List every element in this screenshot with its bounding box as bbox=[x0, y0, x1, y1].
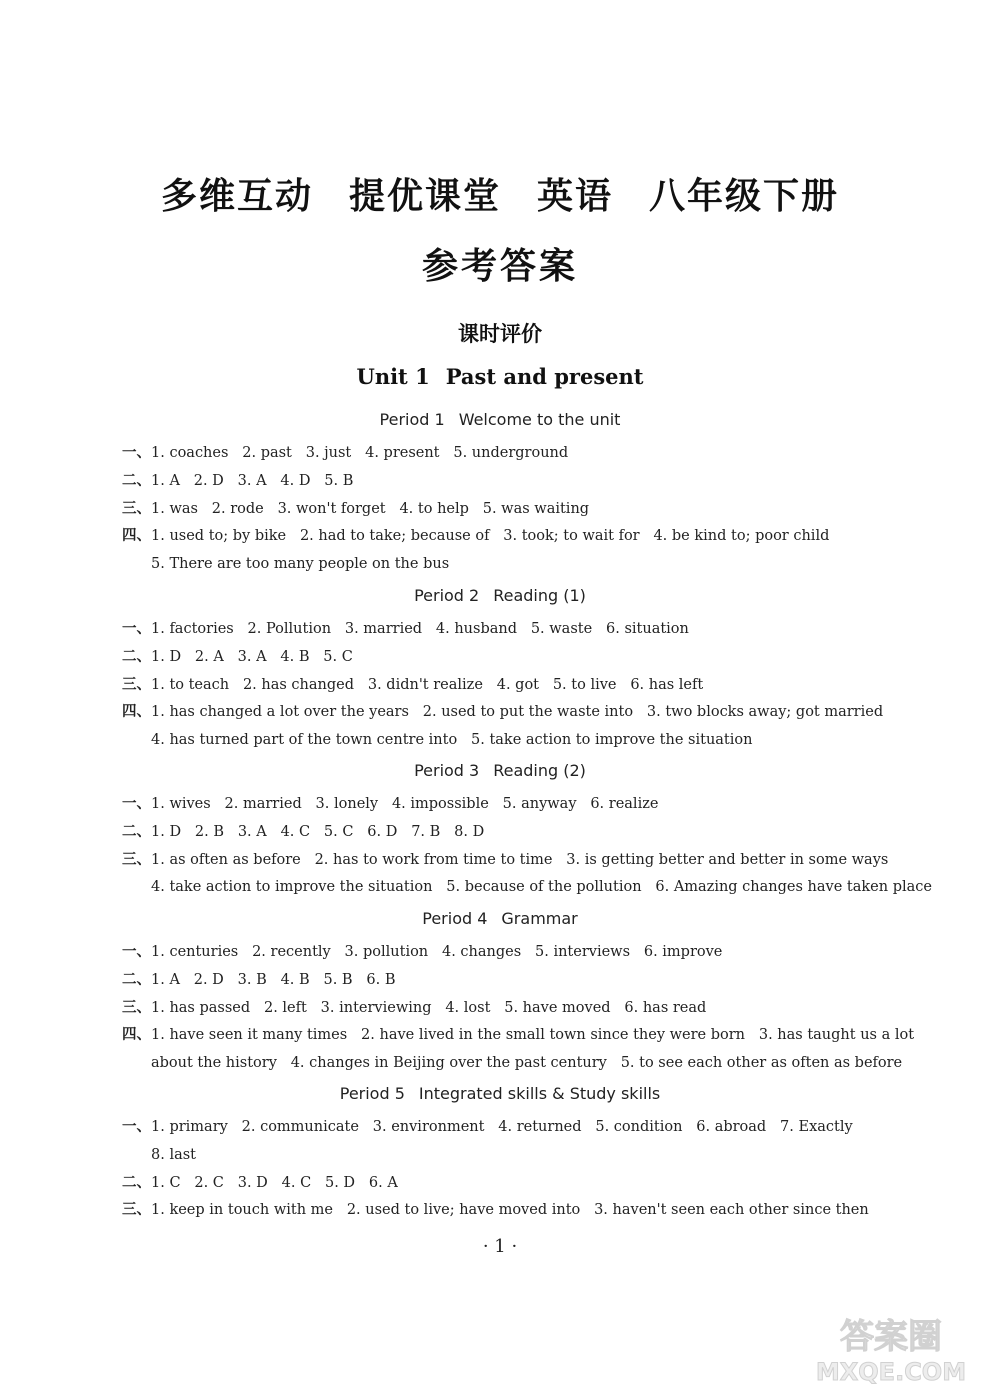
period-heading bbox=[0, 761, 1000, 780]
question-group-label: 二、 bbox=[122, 648, 151, 665]
period-label: Period 5 bbox=[339, 1084, 405, 1103]
period-label: Period 2 bbox=[414, 586, 480, 605]
answer-text: 1. keep in touch with me 2. used to live; have moved into 3. haven't seen each other since then bbox=[151, 1202, 869, 1219]
answer-text: 1. A 2. D 3. B 4. B 5. B 6. B bbox=[151, 971, 396, 988]
answer-text: 1. D 2. B 3. A 4. C 5. C 6. D 7. B 8. D bbox=[151, 823, 485, 840]
answer-line bbox=[122, 1200, 890, 1220]
answer-text: 4. has turned part of the town centre into 5. take action to improve the situation bbox=[151, 732, 753, 749]
answer-text: 1. used to; by bike 2. had to take; because of 3. took; to wait for 4. be kind to; poor child bbox=[151, 528, 830, 545]
watermark-logo bbox=[796, 1306, 986, 1386]
main-title bbox=[0, 168, 1000, 219]
answer-line bbox=[122, 647, 890, 667]
period-name: Reading (2) bbox=[493, 761, 586, 780]
period-name: Welcome to the unit bbox=[458, 410, 621, 429]
answer-line bbox=[122, 443, 890, 463]
answer-text: 1. D 2. A 3. A 4. B 5. C bbox=[151, 648, 353, 665]
answer-line bbox=[122, 850, 890, 870]
answer-line bbox=[122, 970, 890, 990]
answer-text: 1. centuries 2. recently 3. pollution 4. changes 5. interviews 6. improve bbox=[151, 944, 723, 960]
answer-line bbox=[151, 1145, 890, 1165]
answer-line bbox=[122, 1173, 890, 1193]
answer-line bbox=[122, 471, 890, 491]
title-part: 英语 bbox=[537, 176, 614, 217]
watermark-en: MXQE.COM bbox=[815, 1358, 967, 1386]
title-part: 多维互动 bbox=[160, 176, 313, 217]
answer-line bbox=[151, 554, 890, 574]
period-heading bbox=[0, 586, 1000, 605]
unit-heading bbox=[0, 364, 1000, 389]
question-group-label: 二、 bbox=[122, 472, 151, 489]
answer-line bbox=[122, 1117, 890, 1137]
answer-line bbox=[151, 1053, 903, 1073]
answer-text: 1. to teach 2. has changed 3. didn't realize 4. got 5. to live 6. has left bbox=[151, 676, 704, 693]
question-group-label: 一、 bbox=[122, 944, 151, 960]
answer-text: 1. primary 2. communicate 3. environment 4. returned 5. condition 6. abroad 7. Exactly bbox=[151, 1119, 853, 1135]
answer-text: 4. take action to improve the situation 5. because of the pollution 6. Amazing changes have taken place bbox=[151, 879, 932, 896]
question-group-label: 三、 bbox=[122, 999, 151, 1016]
answer-line bbox=[122, 1025, 915, 1045]
period-heading bbox=[0, 410, 1000, 429]
period-heading bbox=[0, 909, 1000, 928]
question-group-label: 一、 bbox=[122, 621, 151, 637]
period-name: Grammar bbox=[501, 909, 578, 928]
section-heading: 课时评价 bbox=[458, 322, 542, 346]
question-group-label: 四、 bbox=[122, 528, 151, 545]
question-group-label: 三、 bbox=[122, 500, 151, 517]
answer-text: 5. There are too many people on the bus bbox=[151, 556, 450, 573]
answer-line bbox=[122, 619, 890, 639]
answer-text: 1. has changed a lot over the years 2. used to put the waste into 3. two blocks away; got married bbox=[151, 704, 884, 721]
answer-text: 1. C 2. C 3. D 4. C 5. D 6. A bbox=[151, 1174, 398, 1191]
answer-text: 1. was 2. rode 3. won't forget 4. to help 5. was waiting bbox=[151, 500, 590, 517]
period-heading bbox=[0, 1084, 1000, 1103]
answer-line bbox=[122, 675, 890, 695]
title-part: 八年级下册 bbox=[649, 176, 840, 217]
title-part: 提优课堂 bbox=[348, 176, 501, 217]
answer-text: 1. coaches 2. past 3. just 4. present 5. underground bbox=[151, 445, 569, 461]
question-group-label: 一、 bbox=[122, 445, 151, 461]
watermark-cn: 答案圈 bbox=[840, 1317, 942, 1357]
answer-text: about the history 4. changes in Beijing over the past century 5. to see each other as often as before bbox=[151, 1055, 903, 1072]
unit-number: Unit 1 bbox=[356, 364, 430, 389]
question-group-label: 一、 bbox=[122, 1119, 151, 1135]
question-group-label: 二、 bbox=[122, 823, 151, 840]
answer-line bbox=[122, 942, 890, 962]
period-name: Reading (1) bbox=[493, 586, 586, 605]
answer-line bbox=[151, 877, 932, 897]
answer-line bbox=[122, 998, 890, 1018]
unit-name: Past and present bbox=[445, 364, 644, 389]
page-number: · 1 · bbox=[482, 1236, 518, 1257]
question-group-label: 四、 bbox=[122, 704, 151, 721]
period-label: Period 3 bbox=[414, 761, 480, 780]
answer-line bbox=[122, 702, 890, 722]
answer-text: 8. last bbox=[151, 1146, 196, 1163]
question-group-label: 三、 bbox=[122, 676, 151, 693]
period-label: Period 1 bbox=[379, 410, 445, 429]
period-label: Period 4 bbox=[422, 909, 488, 928]
answer-line bbox=[122, 499, 890, 519]
question-group-label: 三、 bbox=[122, 1202, 151, 1219]
answer-text: 1. factories 2. Pollution 3. married 4. husband 5. waste 6. situation bbox=[151, 621, 689, 637]
question-group-label: 三、 bbox=[122, 851, 151, 868]
question-group-label: 二、 bbox=[122, 1174, 151, 1191]
answer-line bbox=[122, 526, 890, 546]
question-group-label: 一、 bbox=[122, 796, 151, 812]
subtitle: 参考答案 bbox=[421, 246, 578, 287]
answer-line bbox=[151, 730, 890, 750]
answer-text: 1. has passed 2. left 3. interviewing 4. lost 5. have moved 6. has read bbox=[151, 999, 707, 1016]
answer-text: 1. as often as before 2. has to work from time to time 3. is getting better and better in some ways bbox=[151, 851, 889, 868]
answer-text: 1. have seen it many times 2. have lived in the small town since they were born 3. has taught us a lot bbox=[151, 1027, 915, 1044]
answer-text: 1. A 2. D 3. A 4. D 5. B bbox=[151, 472, 354, 489]
period-name: Integrated skills & Study skills bbox=[418, 1084, 661, 1103]
answer-text: 1. wives 2. married 3. lonely 4. impossible 5. anyway 6. realize bbox=[151, 796, 659, 812]
answer-line bbox=[122, 822, 890, 842]
answer-line bbox=[122, 794, 890, 814]
question-group-label: 二、 bbox=[122, 971, 151, 988]
question-group-label: 四、 bbox=[122, 1027, 151, 1044]
